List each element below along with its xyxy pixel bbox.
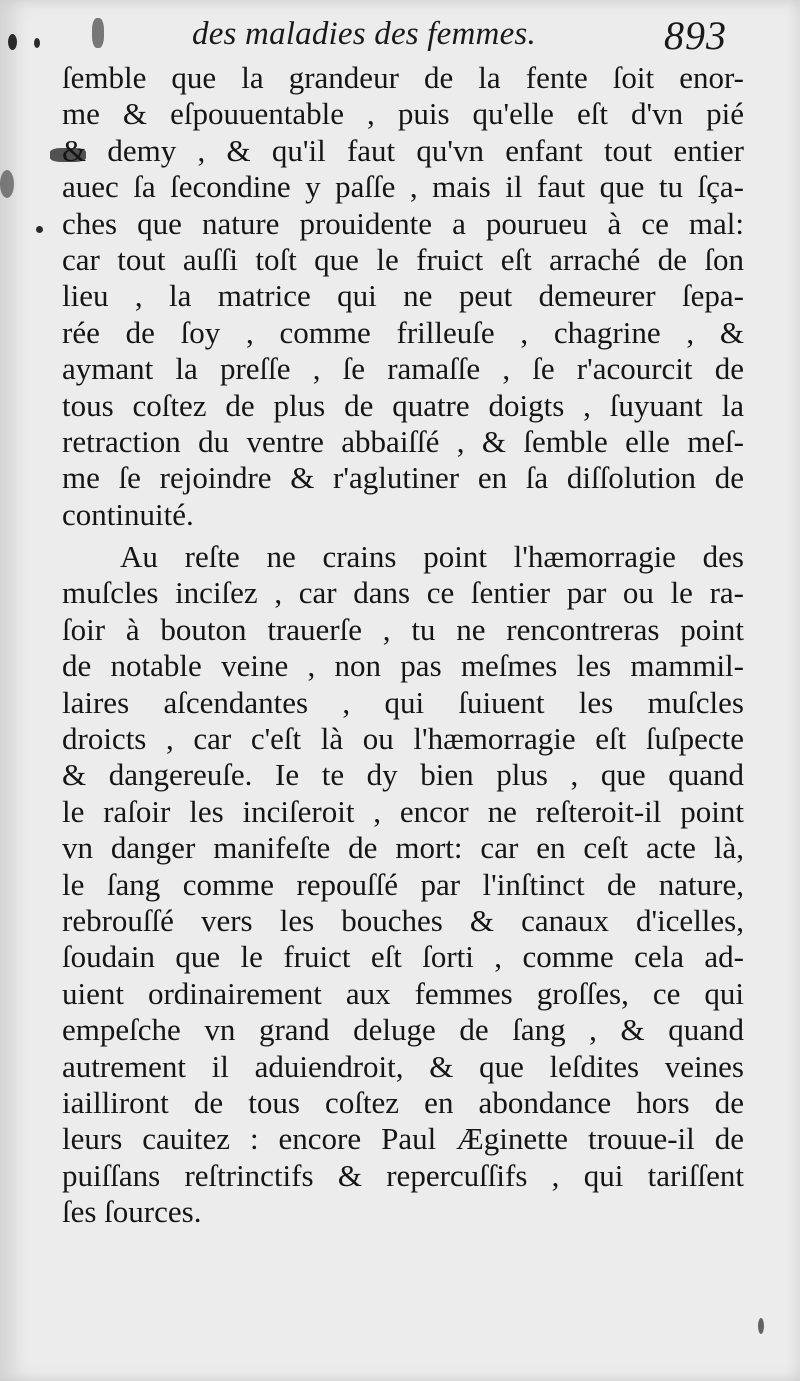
text-line: de notable veine , non pas meſmes les mammil- xyxy=(62,648,744,684)
paragraph xyxy=(62,539,744,1230)
text-line: rebrouſſé vers les bouches & canaux d'icelles, xyxy=(62,902,744,938)
page-number: 893 xyxy=(664,13,727,58)
text-line: le raſoir les inciſeroit , encor ne reſteroit-il point xyxy=(62,793,744,829)
text-line: ſes ſources. xyxy=(62,1194,202,1230)
text-line: tous coſtez de plus de quatre doigts , ſuyuant la xyxy=(62,387,744,423)
text-line: ches que nature prouidente a pourueu à ce mal: xyxy=(62,205,744,241)
running-title: des maladies des femmes. xyxy=(192,16,536,52)
paragraph xyxy=(62,60,744,533)
text-line: lieu , la matrice qui ne peut demeurer ſepa- xyxy=(62,278,744,314)
text-line: ſoudain que le fruict eſt ſorti , comme cela ad- xyxy=(62,939,744,975)
text-line: rée de ſoy , comme frilleuſe , chagrine , & xyxy=(62,314,744,350)
text-line: uient ordinairement aux femmes groſſes, ce qui xyxy=(62,975,744,1011)
text-line: retraction du ventre abbaiſſé , & ſemble elle meſ- xyxy=(62,423,744,459)
text-line: autrement il aduiendroit, & que leſdites veines xyxy=(62,1048,744,1084)
ink-blot xyxy=(758,1318,764,1334)
text-line: puiſſans reſtrinctifs & repercuſſifs , qui tariſſent xyxy=(62,1157,744,1193)
text-line: droicts , car c'eſt là ou l'hæmorragie eſt ſuſpecte xyxy=(62,721,744,757)
text-line: laires aſcendantes , qui ſuiuent les muſcles xyxy=(62,684,744,720)
text-line: aymant la preſſe , ſe ramaſſe , ſe r'acourcit de xyxy=(62,351,744,387)
ink-blot xyxy=(0,170,14,198)
ink-blot xyxy=(36,226,43,233)
text-line: Au reſte ne crains point l'hæmorragie des xyxy=(120,539,744,575)
text-line: continuité. xyxy=(62,496,194,532)
text-line: me ſe rejoindre & r'aglutiner en ſa diſſolution de xyxy=(62,460,744,496)
text-line: vn danger manifeſte de mort: car en ceſt acte là, xyxy=(62,830,744,866)
text-line: empeſche vn grand deluge de ſang , & quand xyxy=(62,1012,744,1048)
text-line: muſcles inciſez , car dans ce ſentier par ou le ra- xyxy=(62,575,744,611)
text-line: ſemble que la grandeur de la fente ſoit enor- xyxy=(62,60,744,95)
body-text xyxy=(62,60,744,1231)
text-line: car tout auſſi toſt que le fruict eſt arraché de ſon xyxy=(62,241,744,277)
text-line: iailliront de tous coſtez en abondance hors de xyxy=(62,1084,744,1120)
text-line: & demy , & qu'il faut qu'vn enfant tout entier xyxy=(62,132,744,168)
text-line: le ſang comme repouſſé par l'inſtinct de nature, xyxy=(62,866,744,902)
page-header xyxy=(0,14,800,62)
text-line: me & eſpouuentable , puis qu'elle eſt d'vn pié xyxy=(62,96,744,132)
text-line: leurs cauitez : encore Paul Æginette trouue-il de xyxy=(62,1121,744,1157)
text-line: & dangereuſe. Ie te dy bien plus , que quand xyxy=(62,757,744,793)
text-line: auec ſa ſecondine y paſſe , mais il faut que tu ſça- xyxy=(62,169,744,205)
text-line: ſoir à bouton trauerſe , tu ne rencontreras point xyxy=(62,611,744,647)
